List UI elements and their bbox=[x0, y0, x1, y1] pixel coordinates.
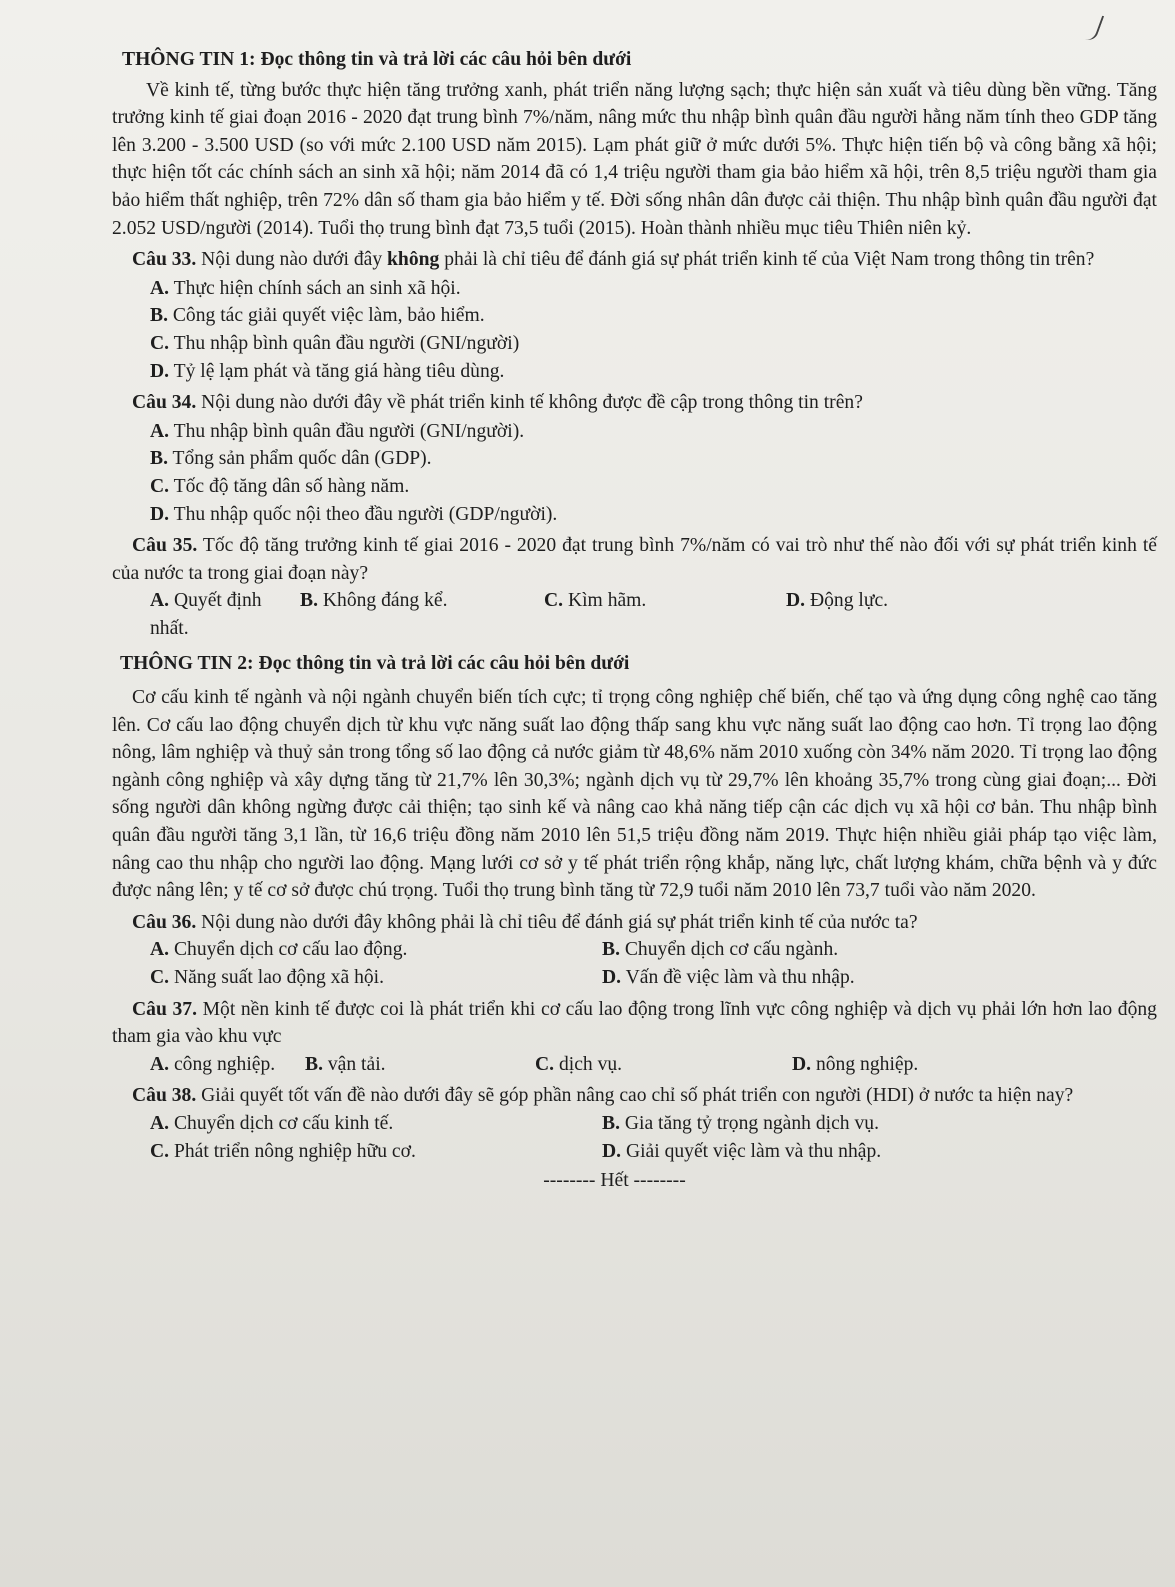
q38-options-row1 bbox=[112, 1110, 1157, 1138]
info2-text: Cơ cấu kinh tế ngành và nội ngành chuyển biến tích cực; tỉ trọng công nghiệp chế biến, chế tạo và ứng dụng công nghệ cao tăng lên. Cơ cấu lao động chuyển dịch từ khu vực năng suất lao động thấp sang khu vực năng suất lao động cao hơn. Tỉ trọng lao động nông, lâm nghiệp và thuỷ sản trong tổng số lao động cả nước giảm từ 48,6% năm 2010 xuống còn 34% năm 2020. Tỉ trọng lao động ngành công nghiệp và xây dựng tăng từ 21,7% lên 30,3%; ngành dịch vụ từ 29,7% lên khoảng 35,7% trong cùng giai đoạn;... Đời sống người dân không ngừng được cải thiện; tạo sinh kế và nâng cao khả năng tiếp cận các dịch vụ xã hội cơ bản. Thu nhập bình quân đầu người tăng 3,1 lần, từ 16,6 triệu đồng năm 2010 lên 51,5 triệu đồng năm 2019. Thực hiện nhiều giải pháp tạo việc làm, nâng cao thu nhập cho người lao động. Mạng lưới cơ sở y tế phát triển rộng khắp, năng lực, chất lượng khám, chữa bệnh và y đức được nâng lên; y tế cơ sở được chú trọng. Tuổi thọ trung bình tăng từ 72,9 tuổi năm 2010 lên 73,7 tuổi vào năm 2020. bbox=[112, 687, 1157, 902]
q35-text: Tốc độ tăng trưởng kinh tế giai 2016 - 2020 đạt trung bình 7%/năm có vai trò như thế nào đối với sự phát triển kinh tế của nước ta trong giai đoạn này? bbox=[112, 535, 1157, 584]
q35-option-b[interactable]: B. Không đáng kể. bbox=[300, 590, 448, 612]
info1-title: THÔNG TIN 1: Đọc thông tin và trả lời các câu hỏi bên dưới bbox=[122, 49, 632, 70]
q36-option-a[interactable]: A. Chuyển dịch cơ cấu lao động. bbox=[150, 939, 408, 961]
q34-option-d[interactable]: D. Thu nhập quốc nội theo đầu người (GDP/người). bbox=[150, 503, 558, 525]
q35-options bbox=[112, 587, 1157, 642]
q34-option-a[interactable]: A. Thu nhập bình quân đầu người (GNI/người). bbox=[150, 420, 525, 442]
q38-text: Giải quyết tốt vấn đề nào dưới đây sẽ góp phần nâng cao chỉ số phát triển con người (HDI) ở nước ta hiện nay? bbox=[196, 1085, 1074, 1107]
q37-option-a[interactable]: A. công nghiệp. bbox=[150, 1053, 276, 1075]
q36-options-row1 bbox=[112, 936, 1157, 964]
exam-page bbox=[112, 46, 1157, 1195]
q35-option-c[interactable]: C. Kìm hãm. bbox=[544, 590, 647, 612]
q37-option-c[interactable]: C. dịch vụ. bbox=[535, 1053, 623, 1075]
info1-text: Về kinh tế, từng bước thực hiện tăng trưởng xanh, phát triển năng lượng sạch; thực hiện sản xuất và tiêu dùng bền vững. Tăng trưởng kinh tế giai đoạn 2016 - 2020 đạt trung bình 7%/năm, nâng mức thu nhập bình quân đầu người hằng năm tính theo GDP tăng lên 3.200 - 3.500 USD (so với mức 2.100 USD năm 2015). Lạm phát giữ ở mức dưới 5%. Thực hiện tiến bộ và công bằng xã hội; thực hiện tốt các chính sách an sinh xã hội; năm 2014 đã có 1,4 triệu người tham gia bảo hiểm xã hội, trên 8,5 triệu người tham gia bảo hiểm thất nghiệp, trên 72% dân số tham gia bảo hiểm y tế. Đời sống nhân dân được cải thiện. Thu nhập bình quân đầu người đạt 2.052 USD/người (2014). Tuổi thọ trung bình đạt 73,5 tuổi (2015). Hoàn thành nhiều mục tiêu Thiên niên kỷ. bbox=[112, 79, 1157, 239]
q35-option-d[interactable]: D. Động lực. bbox=[786, 590, 889, 612]
q38-options-row2 bbox=[112, 1138, 1157, 1166]
question-34 bbox=[112, 389, 1157, 417]
q33-option-d[interactable]: D. Tỷ lệ lạm phát và tăng giá hàng tiêu dùng. bbox=[150, 360, 505, 382]
q34-text: Nội dung nào dưới đây về phát triển kinh tế không được đề cập trong thông tin trên? bbox=[196, 392, 863, 414]
q34-option-c[interactable]: C. Tốc độ tăng dân số hàng năm. bbox=[150, 475, 410, 497]
q36-options-row2 bbox=[112, 964, 1157, 992]
q33-option-c[interactable]: C. Thu nhập bình quân đầu người (GNI/người) bbox=[150, 332, 520, 354]
end-marker: -------- Hết -------- bbox=[543, 1170, 686, 1192]
q37-options bbox=[112, 1051, 1157, 1079]
q33-keyword: không bbox=[387, 249, 440, 271]
q37-option-d[interactable]: D. nông nghiệp. bbox=[792, 1053, 919, 1075]
q33-options bbox=[112, 275, 1157, 385]
info2-title: THÔNG TIN 2: Đọc thông tin và trả lời các câu hỏi bên dưới bbox=[120, 653, 630, 675]
q36-option-c[interactable]: C. Năng suất lao động xã hội. bbox=[150, 967, 385, 988]
q38-option-d[interactable]: D. Giải quyết việc làm và thu nhập. bbox=[602, 1140, 882, 1162]
q34-number: Câu 34. bbox=[132, 392, 197, 414]
q35-option-a[interactable]: A. Quyết định nhất. bbox=[150, 590, 262, 639]
q33-number: Câu 33. bbox=[132, 249, 197, 271]
q36-number: Câu 36. bbox=[132, 911, 197, 933]
question-33 bbox=[112, 246, 1157, 274]
q34-options bbox=[112, 418, 1157, 528]
q38-option-a[interactable]: A. Chuyển dịch cơ cấu kinh tế. bbox=[150, 1112, 394, 1134]
q34-option-b[interactable]: B. Tổng sản phẩm quốc dân (GDP). bbox=[150, 448, 432, 470]
q36-text: Nội dung nào dưới đây không phải là chỉ tiêu để đánh giá sự phát triển kinh tế của nước ta? bbox=[196, 911, 918, 933]
q36-option-b[interactable]: B. Chuyển dịch cơ cấu ngành. bbox=[602, 939, 839, 961]
question-37 bbox=[112, 996, 1157, 1051]
q33-text-pre: Nội dung nào dưới đây bbox=[196, 249, 388, 271]
question-36 bbox=[112, 909, 1157, 937]
q36-option-d[interactable]: D. Vấn đề việc làm và thu nhập. bbox=[602, 967, 855, 988]
q37-text: Một nền kinh tế được coi là phát triển khi cơ cấu lao động trong lĩnh vực công nghiệp và dịch vụ phải lớn hơn lao động tham gia vào khu vực bbox=[112, 998, 1157, 1048]
q33-option-b[interactable]: B. Công tác giải quyết việc làm, bảo hiểm. bbox=[150, 305, 485, 327]
q33-option-a[interactable]: A. Thực hiện chính sách an sinh xã hội. bbox=[150, 277, 461, 299]
q38-option-c[interactable]: C. Phát triển nông nghiệp hữu cơ. bbox=[150, 1140, 416, 1162]
question-38 bbox=[112, 1082, 1157, 1110]
q37-number: Câu 37. bbox=[132, 998, 197, 1020]
question-35 bbox=[112, 532, 1157, 587]
q35-number: Câu 35. bbox=[132, 535, 198, 557]
q38-option-b[interactable]: B. Gia tăng tỷ trọng ngành dịch vụ. bbox=[602, 1112, 879, 1134]
q33-text-post: phải là chỉ tiêu để đánh giá sự phát triển kinh tế của Việt Nam trong thông tin trên? bbox=[439, 249, 1095, 271]
q38-number: Câu 38. bbox=[132, 1085, 197, 1107]
q37-option-b[interactable]: B. vận tải. bbox=[305, 1053, 386, 1075]
